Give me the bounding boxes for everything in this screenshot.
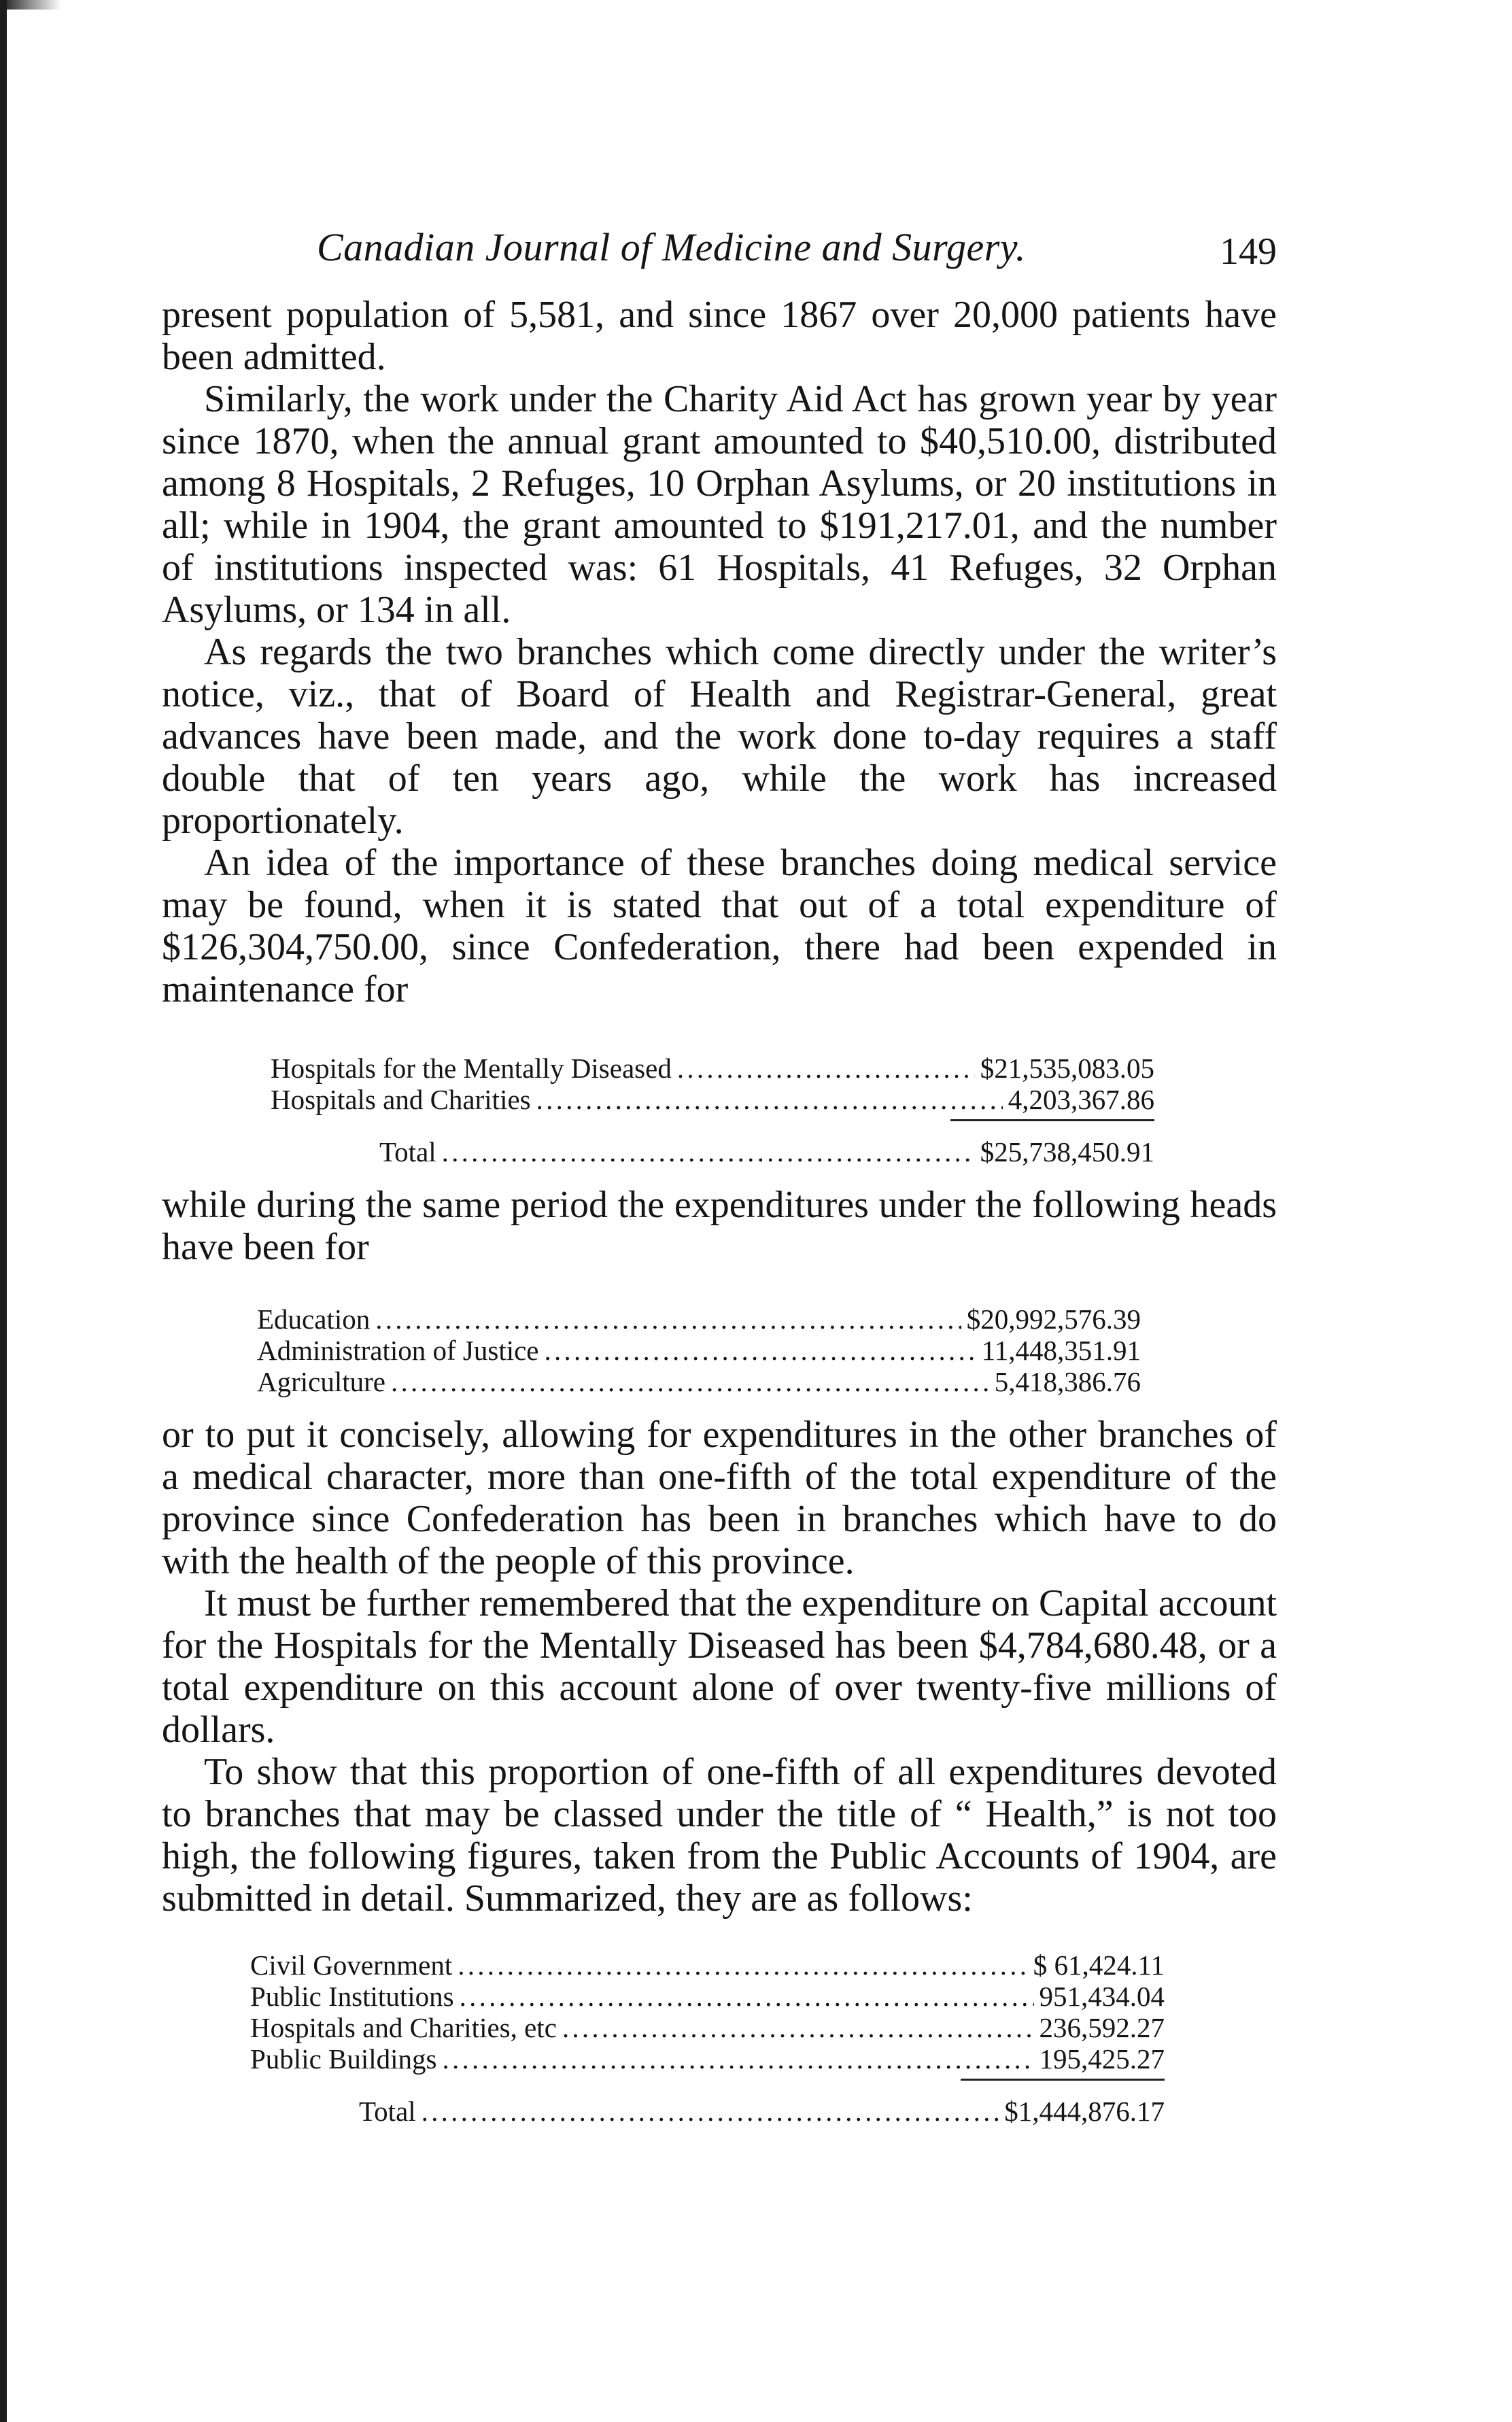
table-row	[250, 1981, 1165, 2012]
table-row	[271, 1084, 1154, 1115]
paragraph-public-accounts: To show that this proportion of one-fifth of all expenditures devoted to branches that may be classed under the title of “ Health,” is not too high, the following figures, taken from the Public Accounts of 1904, are submitted in detail. Summarized, they are as follows:	[162, 1751, 1277, 1920]
row-amount: 4,203,367.86	[1008, 1084, 1154, 1115]
article-body	[162, 294, 1277, 2127]
paragraph-board-of-health: As regards the two branches which come directly under the writer’s notice, viz., that of Board of Health and Registrar-General, great advances have been made, and the work done to-day requires a staff double that of ten years ago, while the work has increased proportionately.	[162, 631, 1277, 842]
page-header	[162, 224, 1277, 286]
running-title: Canadian Journal of Medicine and Surgery.	[317, 225, 1026, 269]
scan-edge-mark	[7, 0, 61, 10]
table-row	[250, 2043, 1165, 2075]
table-row	[250, 2012, 1165, 2043]
table-row	[271, 1053, 1154, 1084]
scan-edge-bar	[0, 0, 7, 2422]
paragraph-one-fifth: or to put it concisely, allowing for expenditures in the other branches of a medical character, more than one-fifth of the total expenditure of the province since Confederation has been in branches which have to do with the health of the people of this province.	[162, 1414, 1277, 1582]
total-label: Total	[359, 2096, 416, 2127]
paragraph-capital-account: It must be further remembered that the expenditure on Capital account for the Hospitals for the Mentally Diseased has been $4,784,680.48, or a total expenditure on this account alone of over twenty-five millions of dollars.	[162, 1582, 1277, 1751]
row-amount: $ 61,424.11	[1033, 1949, 1165, 1981]
paragraph-other-heads: while during the same period the expenditures under the following heads have been for	[162, 1184, 1277, 1268]
page-number: 149	[1220, 231, 1277, 273]
sum-rule	[950, 1119, 1154, 1121]
leader-dots	[677, 1053, 975, 1084]
row-label: Agriculture	[257, 1366, 385, 1397]
row-label: Civil Government	[250, 1949, 453, 1981]
row-label: Hospitals and Charities	[271, 1084, 531, 1115]
table-total-row	[250, 2096, 1165, 2127]
row-label: Administration of Justice	[257, 1335, 539, 1366]
row-amount: 11,448,351.91	[981, 1335, 1141, 1366]
row-label: Public Buildings	[250, 2043, 437, 2075]
row-amount: 195,425.27	[1039, 2043, 1165, 2075]
sum-rule	[961, 2079, 1165, 2081]
row-label: Hospitals for the Mentally Diseased	[271, 1053, 672, 1084]
table-row	[257, 1335, 1141, 1366]
leader-dots	[391, 1366, 989, 1397]
leader-dots	[458, 1949, 1028, 1981]
table-row	[250, 1949, 1165, 1981]
total-amount: $25,738,450.91	[980, 1136, 1154, 1167]
leader-dots	[375, 1303, 961, 1335]
row-amount: 236,592.27	[1039, 2012, 1165, 2043]
row-label: Education	[257, 1303, 371, 1335]
leader-dots	[442, 1136, 975, 1167]
row-amount: $21,535,083.05	[980, 1053, 1154, 1084]
leader-dots	[422, 2096, 999, 2127]
leader-dots	[562, 2012, 1034, 2043]
paragraph-total-expenditure: An idea of the importance of these branches doing medical service may be found, when it is stated that out of a total expenditure of $126,304,750.00, since Confederation, there had been expended in maintenance for	[162, 842, 1277, 1010]
total-label: Total	[379, 1136, 436, 1167]
row-amount: 951,434.04	[1039, 1981, 1165, 2012]
table-row	[257, 1366, 1141, 1397]
table-total-row	[271, 1136, 1154, 1167]
leader-dots	[545, 1335, 976, 1366]
leader-dots	[460, 1981, 1034, 2012]
row-amount: 5,418,386.76	[994, 1366, 1141, 1397]
maintenance-table	[271, 1053, 1154, 1167]
row-amount: $20,992,576.39	[966, 1303, 1141, 1335]
paragraph-charity-aid-act: Similarly, the work under the Charity Aid Act has grown year by year since 1870, when the annual grant amounted to $40,510.00, distributed among 8 Hospitals, 2 Refuges, 10 Orphan Asylums, or 20 institutions in all; while in 1904, the grant amounted to $191,217.01, and the number of institutions inspected was: 61 Hospitals, 41 Refuges, 32 Orphan Asylums, or 134 in all.	[162, 378, 1277, 631]
leader-dots	[536, 1084, 1003, 1115]
row-label: Public Institutions	[250, 1981, 454, 2012]
total-amount: $1,444,876.17	[1004, 2096, 1165, 2127]
public-accounts-table	[250, 1949, 1165, 2127]
leader-dots	[443, 2043, 1034, 2075]
row-label: Hospitals and Charities, etc	[250, 2012, 557, 2043]
paragraph-population: present population of 5,581, and since 1867 over 20,000 patients have been admitted.	[162, 294, 1277, 378]
other-heads-table	[257, 1303, 1141, 1397]
table-row	[257, 1303, 1141, 1335]
